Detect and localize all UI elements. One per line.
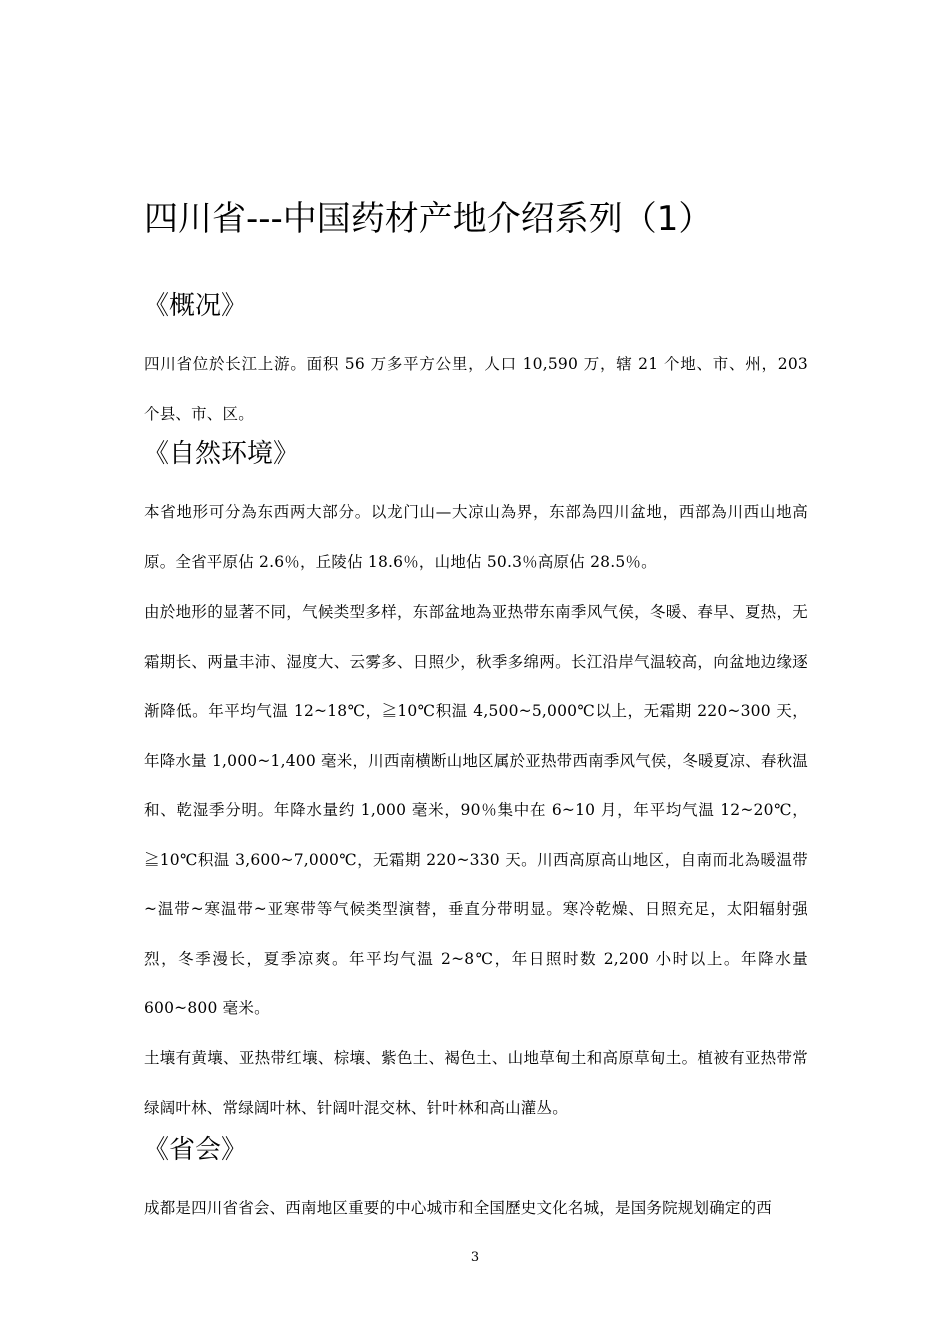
paragraph-overview: 四川省位於长江上游。面积 56 万多平方公里，人口 10,590 万，辖 21 个地、市、州，203 个县、市、区。: [144, 355, 808, 423]
page-title: 四川省---中国药材产地介绍系列（1）: [144, 199, 713, 239]
section-heading-environment: 《自然环境》: [143, 439, 300, 469]
paragraph-capital: 成都是四川省省会、西南地区重要的中心城市和全国歷史文化名城，是国务院规划确定的西: [144, 1199, 773, 1217]
paragraph-terrain: 本省地形可分為东西两大部分。以龙门山—大凉山為界，东部為四川盆地，西部為川西山地高原。全省平原佔 2.6％，丘陵佔 18.6％，山地佔 50.3％高原佔 28.5％。: [144, 503, 808, 571]
paragraph-soil-vegetation: 土壤有黄壤、亚热带红壤、棕壤、紫色土、褐色土、山地草甸土和高原草甸土。植被有亚热带常绿阔叶林、常绿阔叶林、针阔叶混交林、针叶林和高山灌丛。: [144, 1049, 808, 1117]
page-number: 3: [470, 1250, 480, 1265]
paragraph-climate: 由於地形的显著不同，气候类型多样，东部盆地為亚热带东南季风气侯，冬暖、春早、夏热，无霜期长、两量丰沛、湿度大、云雾多、日照少，秋季多绵两。长江沿岸气温较高，向盆地边缘逐渐降低。年平均气温 12~18℃，≧10℃积温 4,500~5,000℃以上，无霜期 220~300 天，年降水量 1,000~1,400 毫米，川西南横断山地区属於亚热带西南季风气侯，冬暖夏凉、春秋温和、乾湿季分明。年降水量约 1,000 毫米，90％集中在 6~10 月，年平均气温 12~20℃，≧10℃积温 3,600~7,000℃，无霜期 220~330 天。川西高原高山地区，自南而北為暖温带~温带~寒温带~亚寒带等气候类型演替，垂直分带明显。寒冷乾燥、日照充足，太阳辐射强烈，冬季漫长，夏季凉爽。年平均气温 2~8℃，年日照时数 2,200 小时以上。年降水量 600~800 毫米。: [144, 603, 809, 1017]
section-heading-capital: 《省会》: [143, 1135, 248, 1165]
section-heading-overview: 《概况》: [143, 291, 248, 321]
